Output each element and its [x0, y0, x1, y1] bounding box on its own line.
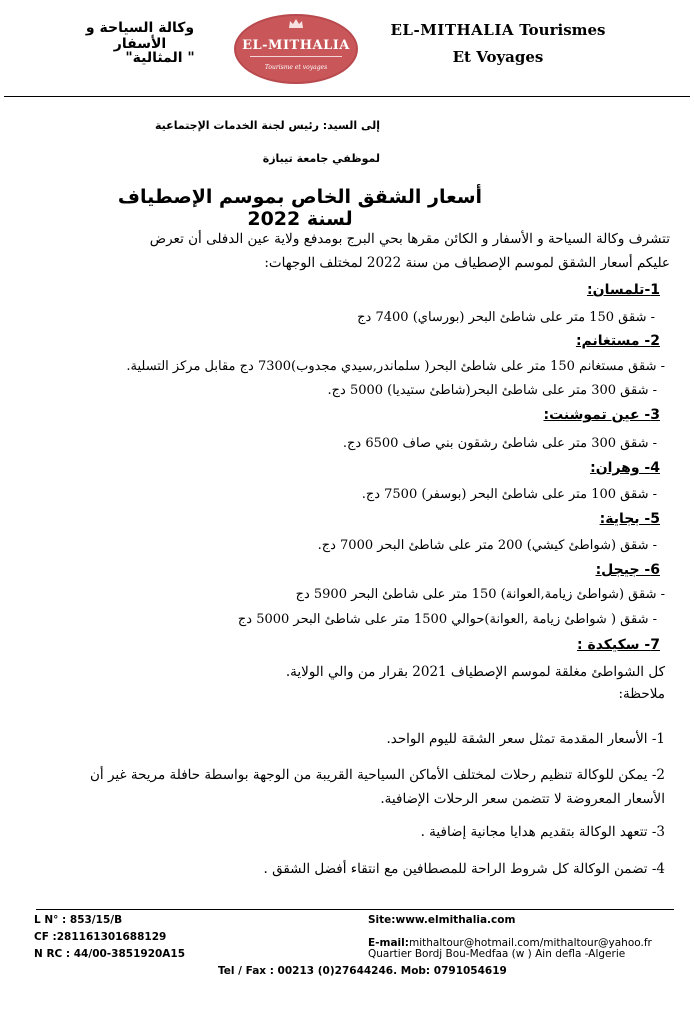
section-title-skikda: 7- سكيكدة : [576, 637, 660, 653]
list-item: - شقق (شواطئ زيامة,العوانة) 150 متر على شاطئ البحر 5900 دج [295, 587, 665, 602]
note-4: 4- تضمن الوكالة كل شروط الراحة للمصطافين مع انتقاء أفضل الشقق . [263, 861, 665, 877]
section-title-ain-temouchent: 3- عين تموشنت: [543, 407, 660, 423]
section-title-mostaganem: 2- مستغانم: [575, 333, 660, 349]
header-divider [4, 96, 690, 97]
brand-title-rest: Tourismes [514, 21, 606, 39]
note-3: 3- تتعهد الوكالة بتقديم هدايا مجانية إضافية . [420, 824, 665, 840]
intro-line-1: تتشرف وكالة السياحة و الأسفار و الكائن مقرها بحي البرج بومدفع ولاية عين الدفلى أن تعرض [149, 231, 670, 247]
list-item: - شقق 150 متر على شاطئ البحر (بورساي) 7400 دج [357, 310, 655, 325]
list-item: - شقق ( شواطئ زيامة ,العوانة)حوالي 1500 متر على شاطئ البحر 5000 دج [237, 612, 657, 627]
brand-title [378, 20, 618, 39]
crown-icon [288, 18, 304, 29]
list-item: - شقق 300 متر على شاطئ رشقون بني صاف 6500 دج. [342, 436, 657, 451]
intro-line-2: عليكم أسعار الشقق لموسم الإصطياف من سنة 2022 لمختلف الوجهات: [264, 255, 670, 271]
footer-nrc: N RC : 44/00-3851920A15 [34, 948, 186, 960]
note-2-line-1: 2- يمكن للوكالة تنظيم رحلات لمختلف الأماكن السياحية القريبة من الوجهة بواسطة حافلة مريحة غير أن [90, 767, 665, 783]
footer-cf: CF :281161301688129 [34, 931, 167, 943]
recipient-line-2: لموظفي جامعة تيبازة [262, 152, 380, 165]
logo-name: EL-MITHALIA [242, 38, 350, 53]
footer-email-label: E-mail: [368, 937, 409, 949]
section-title-bejaia: 5- بجاية: [599, 511, 660, 527]
footer-email-link[interactable]: mithaltour@hotmail.com/mithaltour@yahoo.fr [408, 937, 652, 949]
footer-divider [36, 909, 674, 910]
agency-name-ar: وكالة السياحة و الأسفار [85, 20, 195, 52]
logo-divider [250, 56, 342, 57]
footer-site: Site:www.elmithalia.com [368, 914, 516, 926]
page-title: أسعار الشقق الخاص بموسم الإصطياف لسنة 2022 [117, 186, 483, 230]
skikda-note: كل الشواطئ مغلقة لموسم الإصطياف 2021 بقرار من والي الولاية. [285, 664, 665, 680]
note-2-line-2: الأسعار المعروضة لا تتضمن سعر الرحلات الإضافية. [380, 791, 665, 807]
footer-license-number: L N° : 853/15/B [34, 914, 123, 926]
list-item: - شقق مستغانم 150 متر على شاطئ البحر( سلماندر,سيدي مجدوب)7300 دج مقابل مركز التسلية. [126, 359, 665, 374]
brand-subtitle: Et Voyages [452, 48, 544, 66]
logo-tagline: Tourisme et voyages [264, 64, 328, 71]
agency-logo [234, 14, 358, 84]
section-title-tlemcen: 1-تلمسان: [587, 282, 660, 298]
section-title-jijel: 6- جيجل: [595, 562, 660, 578]
recipient-line-1: إلى السيد: رئيس لجنة الخدمات الإجتماعية [155, 119, 380, 132]
agency-name-quote-ar: " المثالية" [125, 50, 195, 66]
note-1: 1- الأسعار المقدمة تمثل سعر الشقة لليوم الواحد. [386, 731, 665, 747]
notes-heading: ملاحظة: [618, 686, 665, 702]
section-title-oran: 4- وهران: [590, 460, 660, 476]
footer-address: Quartier Bordj Bou-Medfaa (w ) Ain defla -Algerie [368, 948, 626, 960]
list-item: - شقق 300 متر على شاطئ البحر(شاطئ ستيديا) 5000 دج. [327, 383, 657, 398]
footer-phone: Tel / Fax : 00213 (0)27644246. Mob: 0791054619 [218, 965, 507, 977]
brand-title-name: EL-MITHALIA [390, 21, 515, 39]
list-item: - شقق (شواطئ كيشي) 200 متر على شاطئ البحر 7000 دج. [317, 538, 657, 553]
list-item: - شقق 100 متر على شاطئ البحر (بوسفر) 7500 دج. [361, 487, 657, 502]
